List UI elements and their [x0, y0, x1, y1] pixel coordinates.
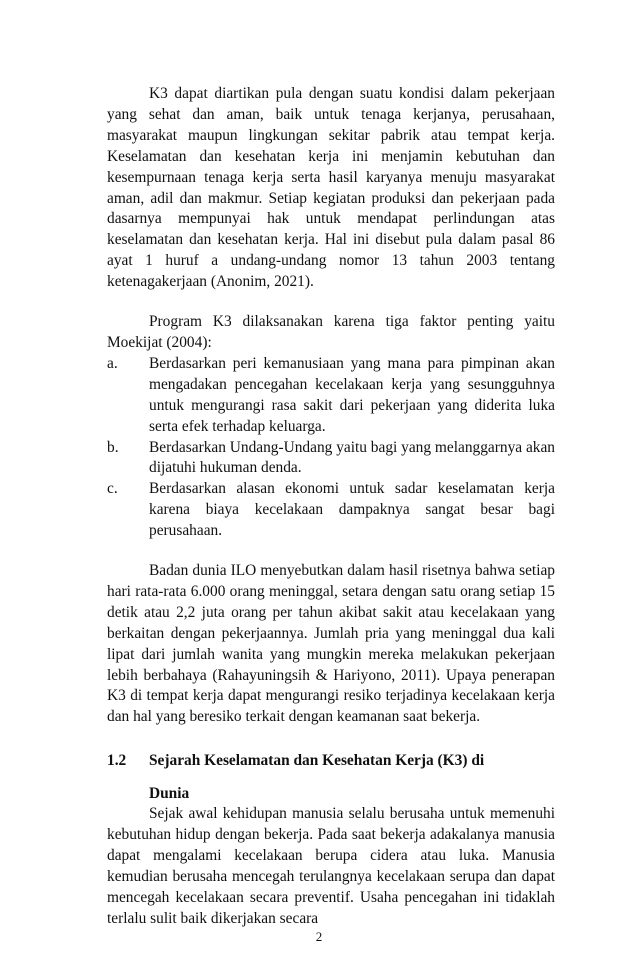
document-page — [107, 84, 555, 930]
factor-list — [107, 354, 555, 542]
section-number: 1.2 — [107, 752, 127, 770]
section-title-line2: Dunia — [149, 785, 190, 803]
paragraph-k3-program: Program K3 dilaksanakan karena tiga faktor penting yaitu Moekijat (2004): — [107, 313, 555, 351]
list-item — [107, 354, 555, 438]
list-item-text: Berdasarkan alasan ekonomi untuk sadar keselamatan kerja karena biaya kecelakaan dampaknya sangat besar bagi perusahaan. — [149, 480, 555, 540]
paragraph-k3-definition: K3 dapat diartikan pula dengan suatu kondisi dalam pekerjaan yang sehat dan aman, baik untuk tenaga kerjanya, perusahaan, masyarakat maupun lingkungan sekitar pabrik atau tempat kerja. Keselamatan dan kesehatan kerja ini menjamin kebutuhan dan kesempurnaan tenaga kerja serta hasil karyanya menuju masyarakat aman, adil dan makmur. Setiap kegiatan produksi dan pekerjaan pada dasarnya mempunyai hak untuk mendapat perlindungan atas keselamatan dan kesehatan kerja. Hal ini disebut pula dalam pasal 86 ayat 1 huruf a undang-undang nomor 13 tahun 2003 tentang ketenagakerjaan (Anonim, 2021). — [107, 85, 555, 291]
page-number: 2 — [315, 929, 323, 944]
list-item — [107, 479, 555, 542]
paragraph-ilo: Badan dunia ILO menyebutkan dalam hasil risetnya bahwa setiap hari rata-rata 6.000 orang meninggal, setara dengan satu orang setiap 15 detik atau 2,2 juta orang per tahun akibat sakit atau kecelakaan yang berkaitan dengan pekerjaannya. Jumlah pria yang meninggal dua kali lipat dari jumlah wanita yang mungkin mereka melakukan pekerjaan lebih berbahaya (Rahayuningsih & Hariyono, 2011). Upaya penerapan K3 di tempat kerja dapat mengurangi resiko terjadinya kecelakaan kerja dan hal yang beresiko terkait dengan keamanan saat bekerja. — [107, 562, 555, 726]
list-marker: c. — [107, 480, 118, 498]
paragraph-history: Sejak awal kehidupan manusia selalu berusaha untuk memenuhi kebutuhan hidup dengan bekerja. Pada saat bekerja adakalanya manusia dapat mengalami kecelakaan berupa cidera atau luka. Manusia kemudian berusaha mencegah terulangnya kecelakaan serupa dan dapat mencegah kecelakaan secara preventif. Usaha pencegahan ini tidaklah terlalu sulit baik dikerjakan secara — [107, 805, 555, 927]
section-heading — [107, 750, 555, 804]
list-item-text: Berdasarkan peri kemanusiaan yang mana para pimpinan akan mengadakan pencegahan kecelakaan kerja yang sesungguhnya untuk mengurangi rasa sakit dari pekerjaan yang diderita luka serta efek terhadap keluarga. — [149, 354, 555, 435]
list-marker: a. — [107, 354, 118, 372]
section-title-line1: Sejarah Keselamatan dan Kesehatan Kerja (K3) di — [149, 752, 485, 770]
list-marker: b. — [107, 438, 119, 456]
list-item-text: Berdasarkan Undang-Undang yaitu bagi yang melanggarnya akan dijatuhi hukuman denda. — [149, 438, 555, 477]
list-item — [107, 438, 555, 480]
